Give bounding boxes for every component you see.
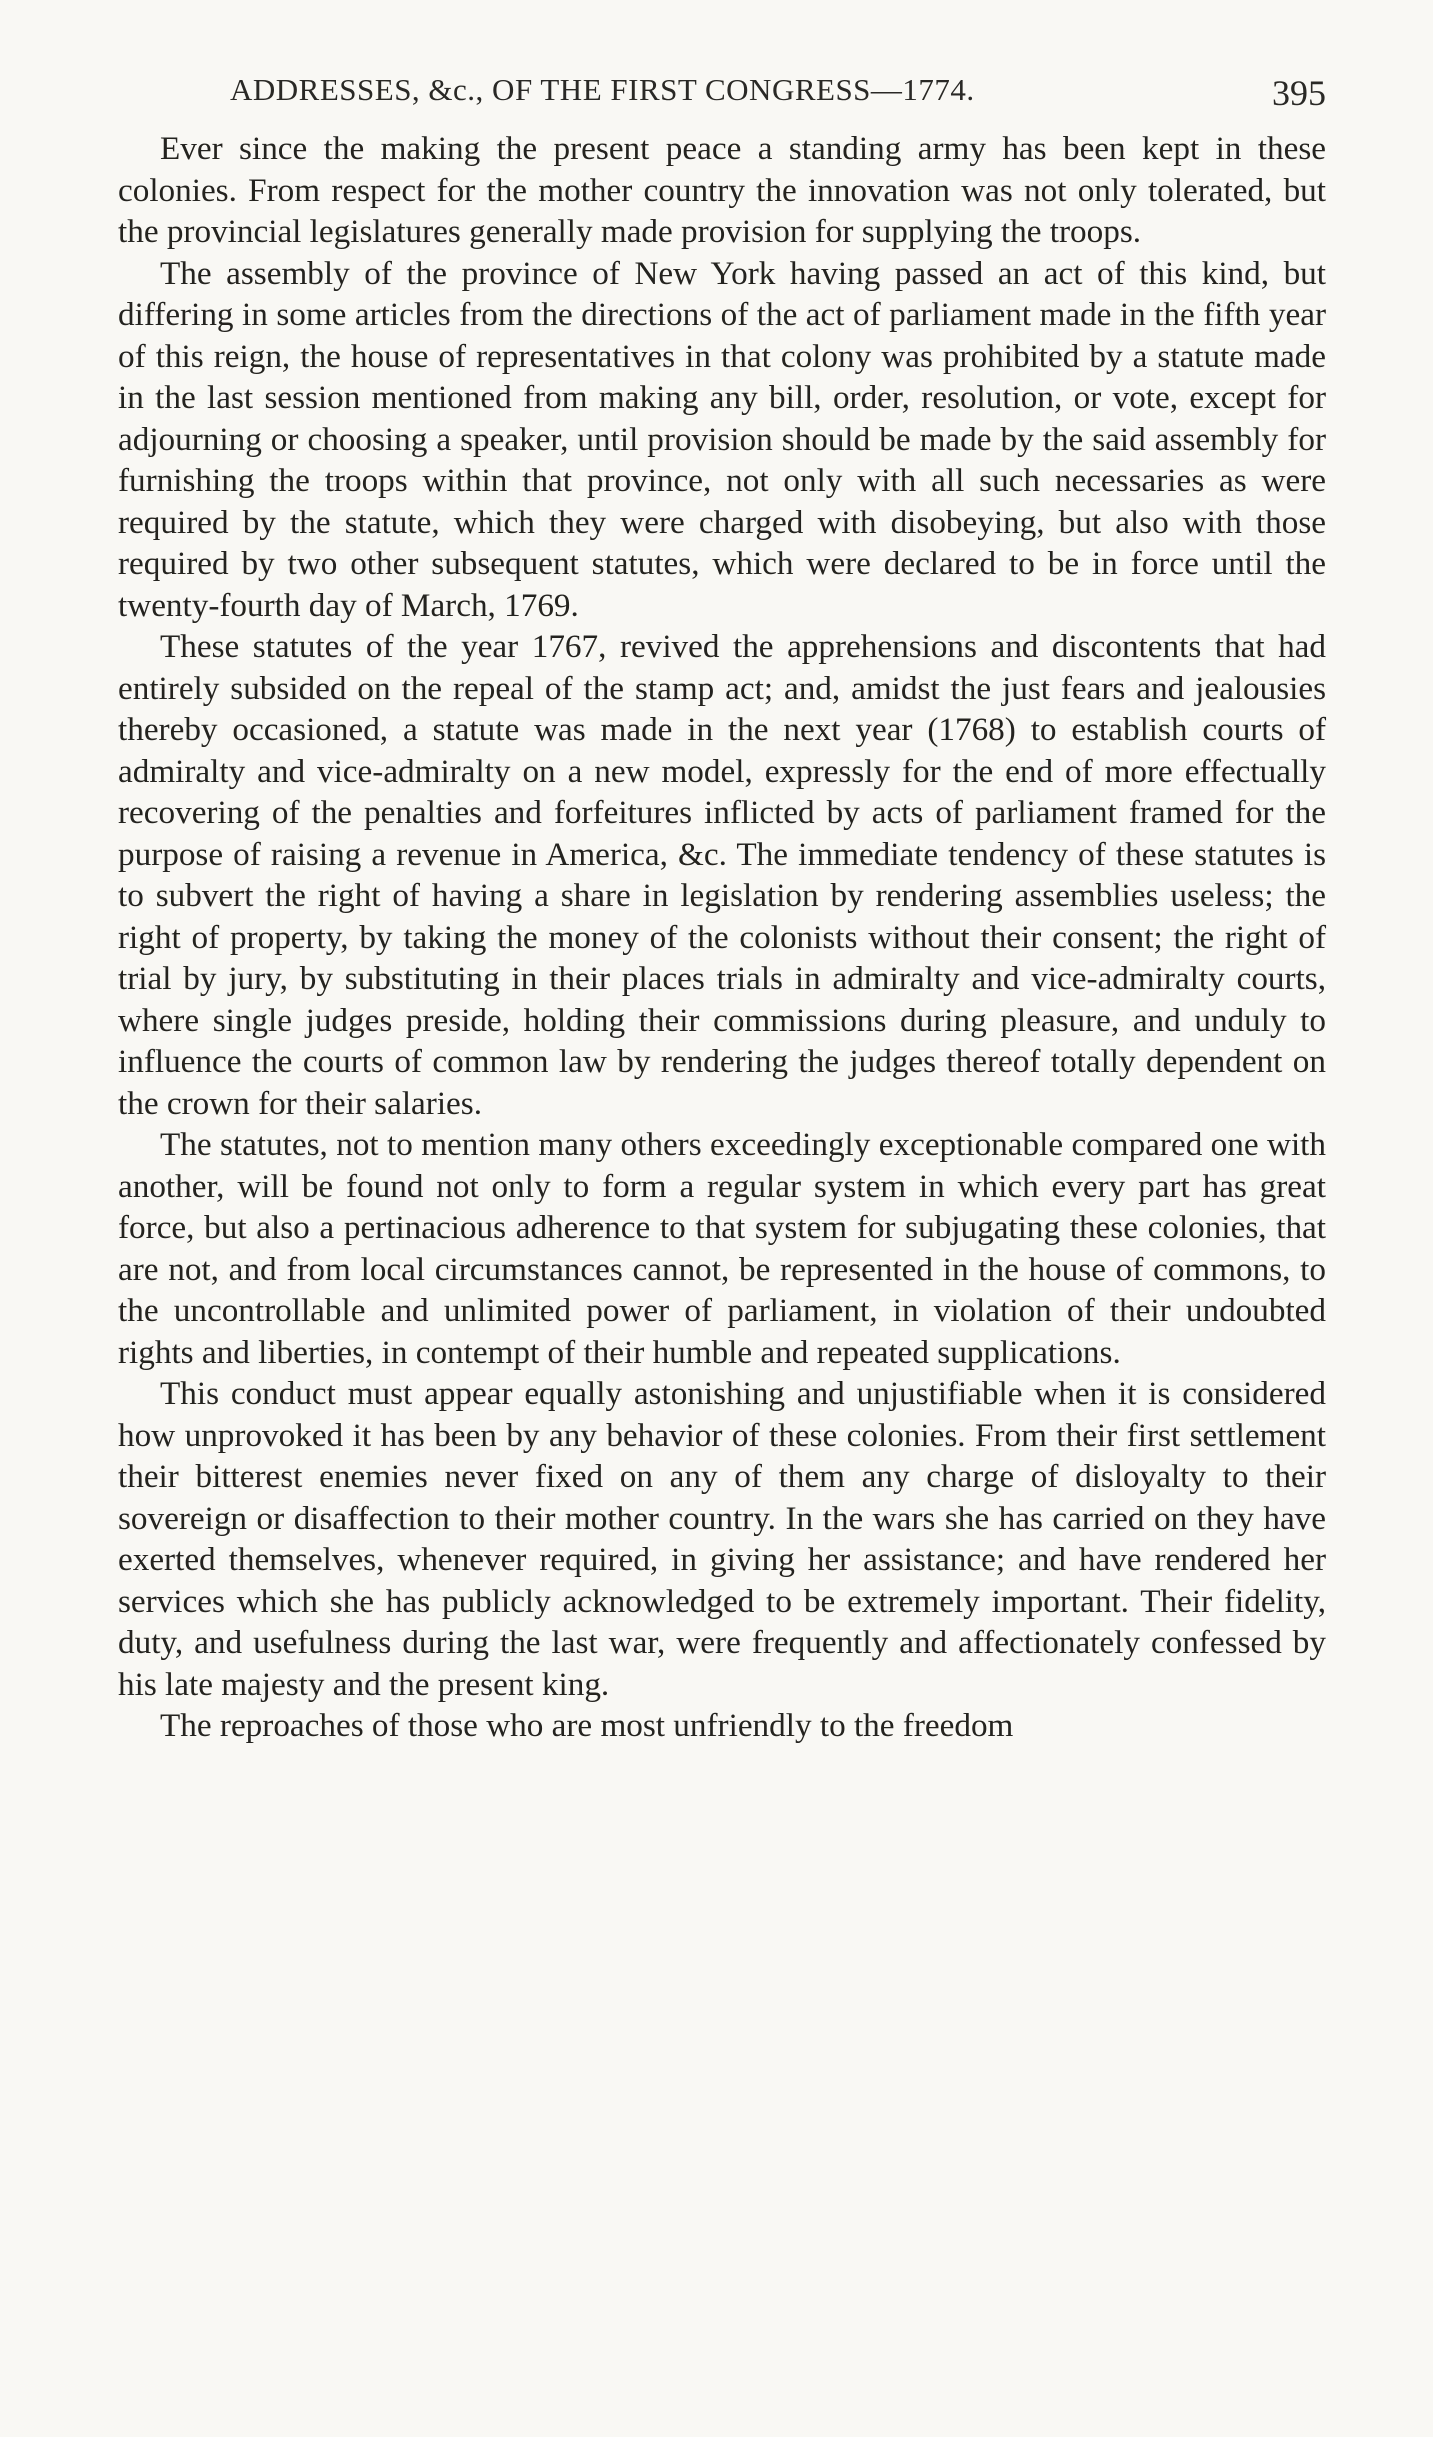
paragraph-regular-system: The statutes, not to mention many others exceedingly exceptionable compared one with another, will be found not only to form a regular system in which every part has great force, but also a pertinacious adherence to that system for subjugating these colonies, that are not, and from local circumstances cannot, be represented in the house of commons, to the uncontrollable and unlimited power of parliament, in violation of their undoubted rights and liberties, in contempt of their humble and repeated supplications.	[118, 1126, 1326, 1371]
paragraph-standing-army: Ever since the making the present peace a standing army has been kept in these colonies. From respect for the mother country the innovation was not only tolerated, but the provincial legislatures generally made provision for supplying the troops.	[118, 130, 1326, 250]
running-head	[118, 62, 1326, 128]
book-page	[118, 62, 1326, 1747]
paragraph-new-york-assembly: The assembly of the province of New York having passed an act of this kind, but differing in some articles from the directions of the act of parliament made in the fifth year of this reign, the house of representatives in that colony was prohibited by a statute made in the last session mentioned from making any bill, order, resolution, or vote, except for adjourning or choosing a speaker, until provision should be made by the said assembly for furnishing the troops within that province, not only with all such necessaries as were required by the statute, which they were charged with disobeying, but also with those required by two other subsequent statutes, which were declared to be in force until the twenty-fourth day of March, 1769.	[118, 254, 1326, 624]
running-title: ADDRESSES, &c., OF THE FIRST CONGRESS—1774.	[230, 72, 975, 107]
paragraph-reproaches: The reproaches of those who are most unfriendly to the freedom	[160, 1707, 1014, 1744]
page-number: 395	[1272, 73, 1326, 113]
paragraph-statutes-1767: These statutes of the year 1767, revived the apprehensions and discontents that had entirely subsided on the repeal of the stamp act; and, amidst the just fears and jealousies thereby occasioned, a statute was made in the next year (1768) to establish courts of admiralty and vice-admiralty on a new model, expressly for the end of more effectually recovering of the penalties and forfeitures inflicted by acts of parliament framed for the purpose of raising a revenue in America, &c. The immediate tendency of these statutes is to subvert the right of having a share in legislation by rendering assemblies useless; the right of property, by taking the money of the colonists without their consent; the right of trial by jury, by substituting in their places trials in admiralty and vice-admiralty courts, where single judges preside, holding their commissions during pleasure, and unduly to influence the courts of common law by rendering the judges thereof totally dependent on the crown for their salaries.	[118, 628, 1326, 1122]
paragraph-conduct-unprovoked: This conduct must appear equally astonishing and unjustifiable when it is considered how unprovoked it has been by any behavior of these colonies. From their first settlement their bitterest enemies never fixed on any of them any charge of disloyalty to their sovereign or disaffection to their mother country. In the wars she has carried on they have exerted themselves, whenever required, in giving her assistance; and have rendered her services which she has publicly acknowledged to be extremely important. Their fidelity, duty, and usefulness during the last war, were frequently and affectionately confessed by his late majesty and the present king.	[118, 1375, 1326, 1703]
body-text	[118, 128, 1326, 1747]
